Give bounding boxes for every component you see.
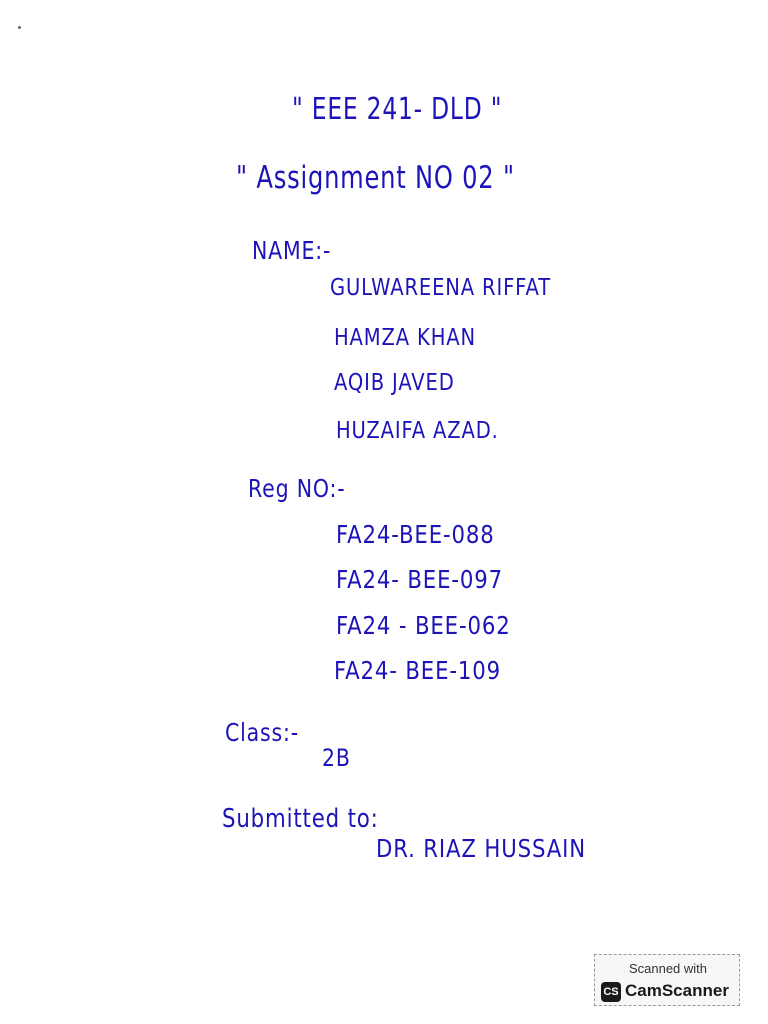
reg-number: FA24 - BEE-062 xyxy=(336,611,511,640)
camscanner-watermark xyxy=(594,954,740,1006)
submitted-to-label: Submitted to: xyxy=(222,804,379,834)
watermark-caption: Scanned with xyxy=(628,961,708,976)
instructor-name: DR. RIAZ HUSSAIN xyxy=(376,834,586,863)
camscanner-logo-icon: CS xyxy=(601,982,621,1002)
student-name: GULWAREENA RIFFAT xyxy=(330,275,551,301)
reg-number: FA24-BEE-088 xyxy=(336,520,495,549)
assignment-title: " Assignment NO 02 " xyxy=(236,160,515,196)
student-name: AQIB JAVED xyxy=(334,370,455,396)
course-title: " EEE 241- DLD " xyxy=(292,92,503,127)
watermark-brand: CamScanner xyxy=(625,981,729,1000)
class-label: Class:- xyxy=(225,718,299,747)
class-value: 2B xyxy=(322,744,351,772)
reg-no-label: Reg NO:- xyxy=(248,474,346,503)
reg-number: FA24- BEE-097 xyxy=(336,565,503,594)
scan-speck xyxy=(18,26,21,29)
student-name: HAMZA KHAN xyxy=(334,325,476,351)
student-name: HUZAIFA AZAD. xyxy=(336,418,499,444)
name-label: NAME:- xyxy=(252,236,332,265)
reg-number: FA24- BEE-109 xyxy=(334,656,501,685)
